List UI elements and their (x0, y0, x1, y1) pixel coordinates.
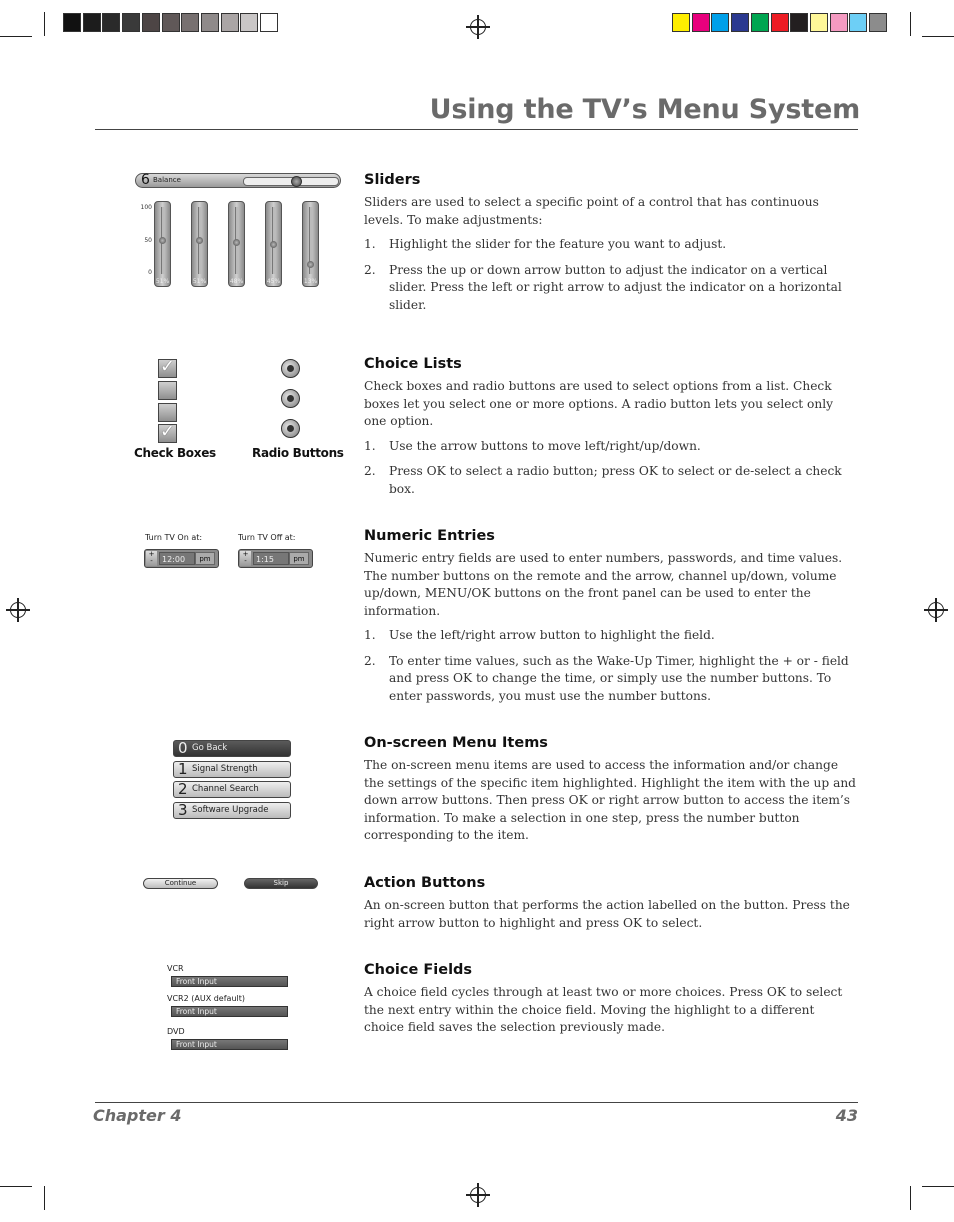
registration-mark-icon (470, 1187, 486, 1203)
calibration-swatch (692, 13, 710, 32)
vertical-slider-percent: 51% (192, 278, 207, 285)
choice-field-label-dvd: DVD (167, 1027, 185, 1036)
calibration-swatch (711, 13, 729, 32)
check-box[interactable] (158, 381, 177, 400)
calibration-swatch (142, 13, 160, 32)
page-number: 43 (835, 1106, 858, 1125)
radio-button[interactable] (281, 389, 300, 408)
turn-tv-off-label: Turn TV Off at: (238, 533, 296, 542)
menu-item-digit: 0 (178, 739, 188, 757)
calibration-swatch (810, 13, 828, 32)
section-heading: Action Buttons (364, 875, 486, 891)
menu-item-label: Channel Search (192, 784, 259, 794)
section-numeric-entries (364, 528, 858, 713)
check-box[interactable] (158, 356, 177, 378)
menu-item-channel-search[interactable] (173, 781, 291, 798)
balance-slider-label: Balance (153, 176, 181, 184)
calibration-swatch (162, 13, 180, 32)
slider-scale-top: 100 (140, 204, 152, 211)
calibration-swatch (751, 13, 769, 32)
menu-item-label: Go Back (192, 743, 228, 753)
section-sliders (364, 172, 858, 322)
registration-mark-icon (470, 19, 486, 35)
step-text: To enter time values, such as the Wake-Up Timer, highlight the + or - field and press OK to change the time, or simply use the number buttons. To enter passwords, you must use the number buttons. (389, 653, 849, 703)
section-body: Numeric entry fields are used to enter numbers, passwords, and time values. The number buttons on the remote and the arrow, channel up/down, volume up/down, MENU/OK buttons on the front panel can be used to enter the information. (364, 551, 843, 618)
vertical-slider-percent: 51% (155, 278, 170, 285)
vertical-slider[interactable] (302, 201, 319, 287)
calibration-swatch (201, 13, 219, 32)
calibration-swatch (240, 13, 258, 32)
step-text: Use the left/right arrow button to highlight the field. (389, 628, 715, 642)
menu-item-digit: 3 (178, 801, 188, 819)
menu-item-label: Software Upgrade (192, 805, 269, 815)
step-text: Use the arrow buttons to move left/right/up/down. (389, 438, 701, 453)
vertical-slider-knob[interactable] (307, 261, 314, 268)
list-item: 1. Use the left/right arrow button to highlight the field. (364, 627, 858, 645)
steps-list (364, 236, 858, 314)
section-heading: Sliders (364, 172, 421, 188)
section-body: Check boxes and radio buttons are used to select options from a list. Check boxes let you select one or more options. A radio button lets you select only one option. (364, 379, 834, 428)
step-text: Press the up or down arrow button to adjust the indicator on a vertical slider. Press the left or right arrow to adjust the indicator on a horizontal slider. (389, 262, 842, 312)
skip-button[interactable]: Skip (244, 878, 318, 889)
menu-item-digit: 2 (178, 780, 188, 798)
check-box[interactable] (158, 421, 177, 443)
list-item: 2. Press OK to select a radio button; press OK to select or de-select a check box. (364, 463, 858, 498)
menu-item-software-upgrade[interactable] (173, 802, 291, 819)
radio-buttons-caption: Radio Buttons (252, 446, 344, 460)
section-body: Sliders are used to select a specific point of a control that has continuous levels. To make adjustments: (364, 195, 819, 227)
list-item: 1. Highlight the slider for the feature you want to adjust. (364, 236, 858, 254)
turn-tv-off-field[interactable] (238, 549, 313, 568)
calibration-swatch (849, 13, 867, 32)
choice-field-vcr2[interactable]: Front Input (171, 1006, 288, 1017)
list-item: 1. Use the arrow buttons to move left/right/up/down. (364, 438, 858, 456)
section-choice-lists (364, 356, 858, 506)
balance-slider-digit: 6 (141, 172, 150, 188)
calibration-swatch (260, 13, 278, 32)
section-heading: Numeric Entries (364, 528, 495, 544)
plus-icon[interactable]: + (148, 550, 155, 558)
menu-item-signal-strength[interactable] (173, 761, 291, 778)
registration-mark-icon (10, 602, 26, 618)
balance-slider[interactable] (135, 173, 341, 188)
calibration-swatch (731, 13, 749, 32)
vertical-slider-percent: 48% (229, 278, 244, 285)
step-text: Press OK to select a radio button; press OK to select or de-select a check box. (389, 464, 842, 496)
chapter-label: Chapter 4 (93, 1106, 182, 1125)
choice-field-label-vcr: VCR (167, 964, 184, 973)
steps-list (364, 438, 858, 499)
section-heading: Choice Fields (364, 962, 473, 978)
section-action-buttons (364, 875, 858, 932)
minus-icon[interactable]: - (150, 557, 153, 565)
section-body: An on-screen button that performs the action labelled on the button. Press the right arrow button to highlight and press OK to select. (364, 898, 850, 930)
plus-icon[interactable]: + (242, 550, 249, 558)
check-box[interactable] (158, 403, 177, 422)
registration-mark-icon (928, 602, 944, 618)
slider-scale-bottom: 0 (148, 269, 152, 276)
page-title: Using the TV’s Menu System (429, 94, 860, 125)
balance-slider-knob[interactable] (291, 176, 302, 187)
calibration-swatch (672, 13, 690, 32)
ampm-value[interactable]: pm (195, 552, 215, 565)
radio-button[interactable] (281, 359, 300, 378)
section-onscreen-menu-items (364, 735, 858, 845)
time-value[interactable]: 12:00 (159, 552, 195, 565)
checkmark-icon: ✓ (160, 356, 176, 377)
vertical-slider[interactable] (191, 201, 208, 287)
step-text: Highlight the slider for the feature you want to adjust. (389, 237, 727, 251)
calibration-swatch (83, 13, 101, 32)
vertical-slider[interactable] (154, 201, 171, 287)
menu-item-digit: 1 (178, 760, 188, 778)
choice-field-vcr[interactable]: Front Input (171, 976, 288, 987)
vertical-slider-percent: 13% (303, 278, 318, 285)
section-heading: On-screen Menu Items (364, 735, 548, 751)
calibration-swatch (771, 13, 789, 32)
plus-minus-stepper[interactable] (240, 551, 251, 566)
choice-field-label-vcr2: VCR2 (AUX default) (167, 994, 245, 1003)
calibration-swatch (181, 13, 199, 32)
calibration-swatch (221, 13, 239, 32)
calibration-swatch (63, 13, 81, 32)
section-body: A choice field cycles through at least two or more choices. Press OK to select the next entry within the choice field. Moving the highlight to a different choice field saves the selection previously made. (364, 985, 843, 1034)
section-heading: Choice Lists (364, 356, 462, 372)
vertical-slider[interactable] (265, 201, 282, 287)
menu-item-label: Signal Strength (192, 764, 258, 774)
footer-rule (95, 1102, 858, 1103)
time-value[interactable]: 1:15 (253, 552, 289, 565)
list-item: 2. Press the up or down arrow button to adjust the indicator on a vertical slider. Press the left or right arrow to adjust the indicator on a horizontal slider. (364, 262, 858, 315)
steps-list (364, 627, 858, 705)
header-rule (95, 129, 858, 130)
calibration-swatch (102, 13, 120, 32)
choice-field-dvd[interactable]: Front Input (171, 1039, 288, 1050)
minus-icon[interactable]: - (244, 557, 247, 565)
check-boxes-caption: Check Boxes (134, 446, 216, 460)
continue-button[interactable]: Continue (143, 878, 218, 889)
turn-tv-on-field[interactable] (144, 549, 219, 568)
vertical-slider[interactable] (228, 201, 245, 287)
turn-tv-on-label: Turn TV On at: (145, 533, 203, 542)
checkmark-icon: ✓ (160, 421, 176, 442)
list-item: 2. To enter time values, such as the Wake-Up Timer, highlight the + or - field and press OK to change the time, or simply use the number buttons. To enter passwords, you must use the number buttons. (364, 653, 858, 706)
ampm-value[interactable]: pm (289, 552, 309, 565)
calibration-swatch (830, 13, 848, 32)
vertical-slider-percent: 45% (266, 278, 281, 285)
section-choice-fields (364, 962, 858, 1037)
plus-minus-stepper[interactable] (146, 551, 157, 566)
menu-item-go-back[interactable] (173, 740, 291, 757)
calibration-swatch (122, 13, 140, 32)
section-body: The on-screen menu items are used to access the information and/or change the settings of the specific item highlighted. Highlight the item with the up and down arrow buttons. Then press OK or right arrow button to access the item’s information. To make a selection in one step, press the number button corresponding to the item. (364, 758, 856, 842)
radio-button[interactable] (281, 419, 300, 438)
calibration-swatch (790, 13, 808, 32)
calibration-swatch (869, 13, 887, 32)
slider-scale-mid: 50 (144, 237, 152, 244)
